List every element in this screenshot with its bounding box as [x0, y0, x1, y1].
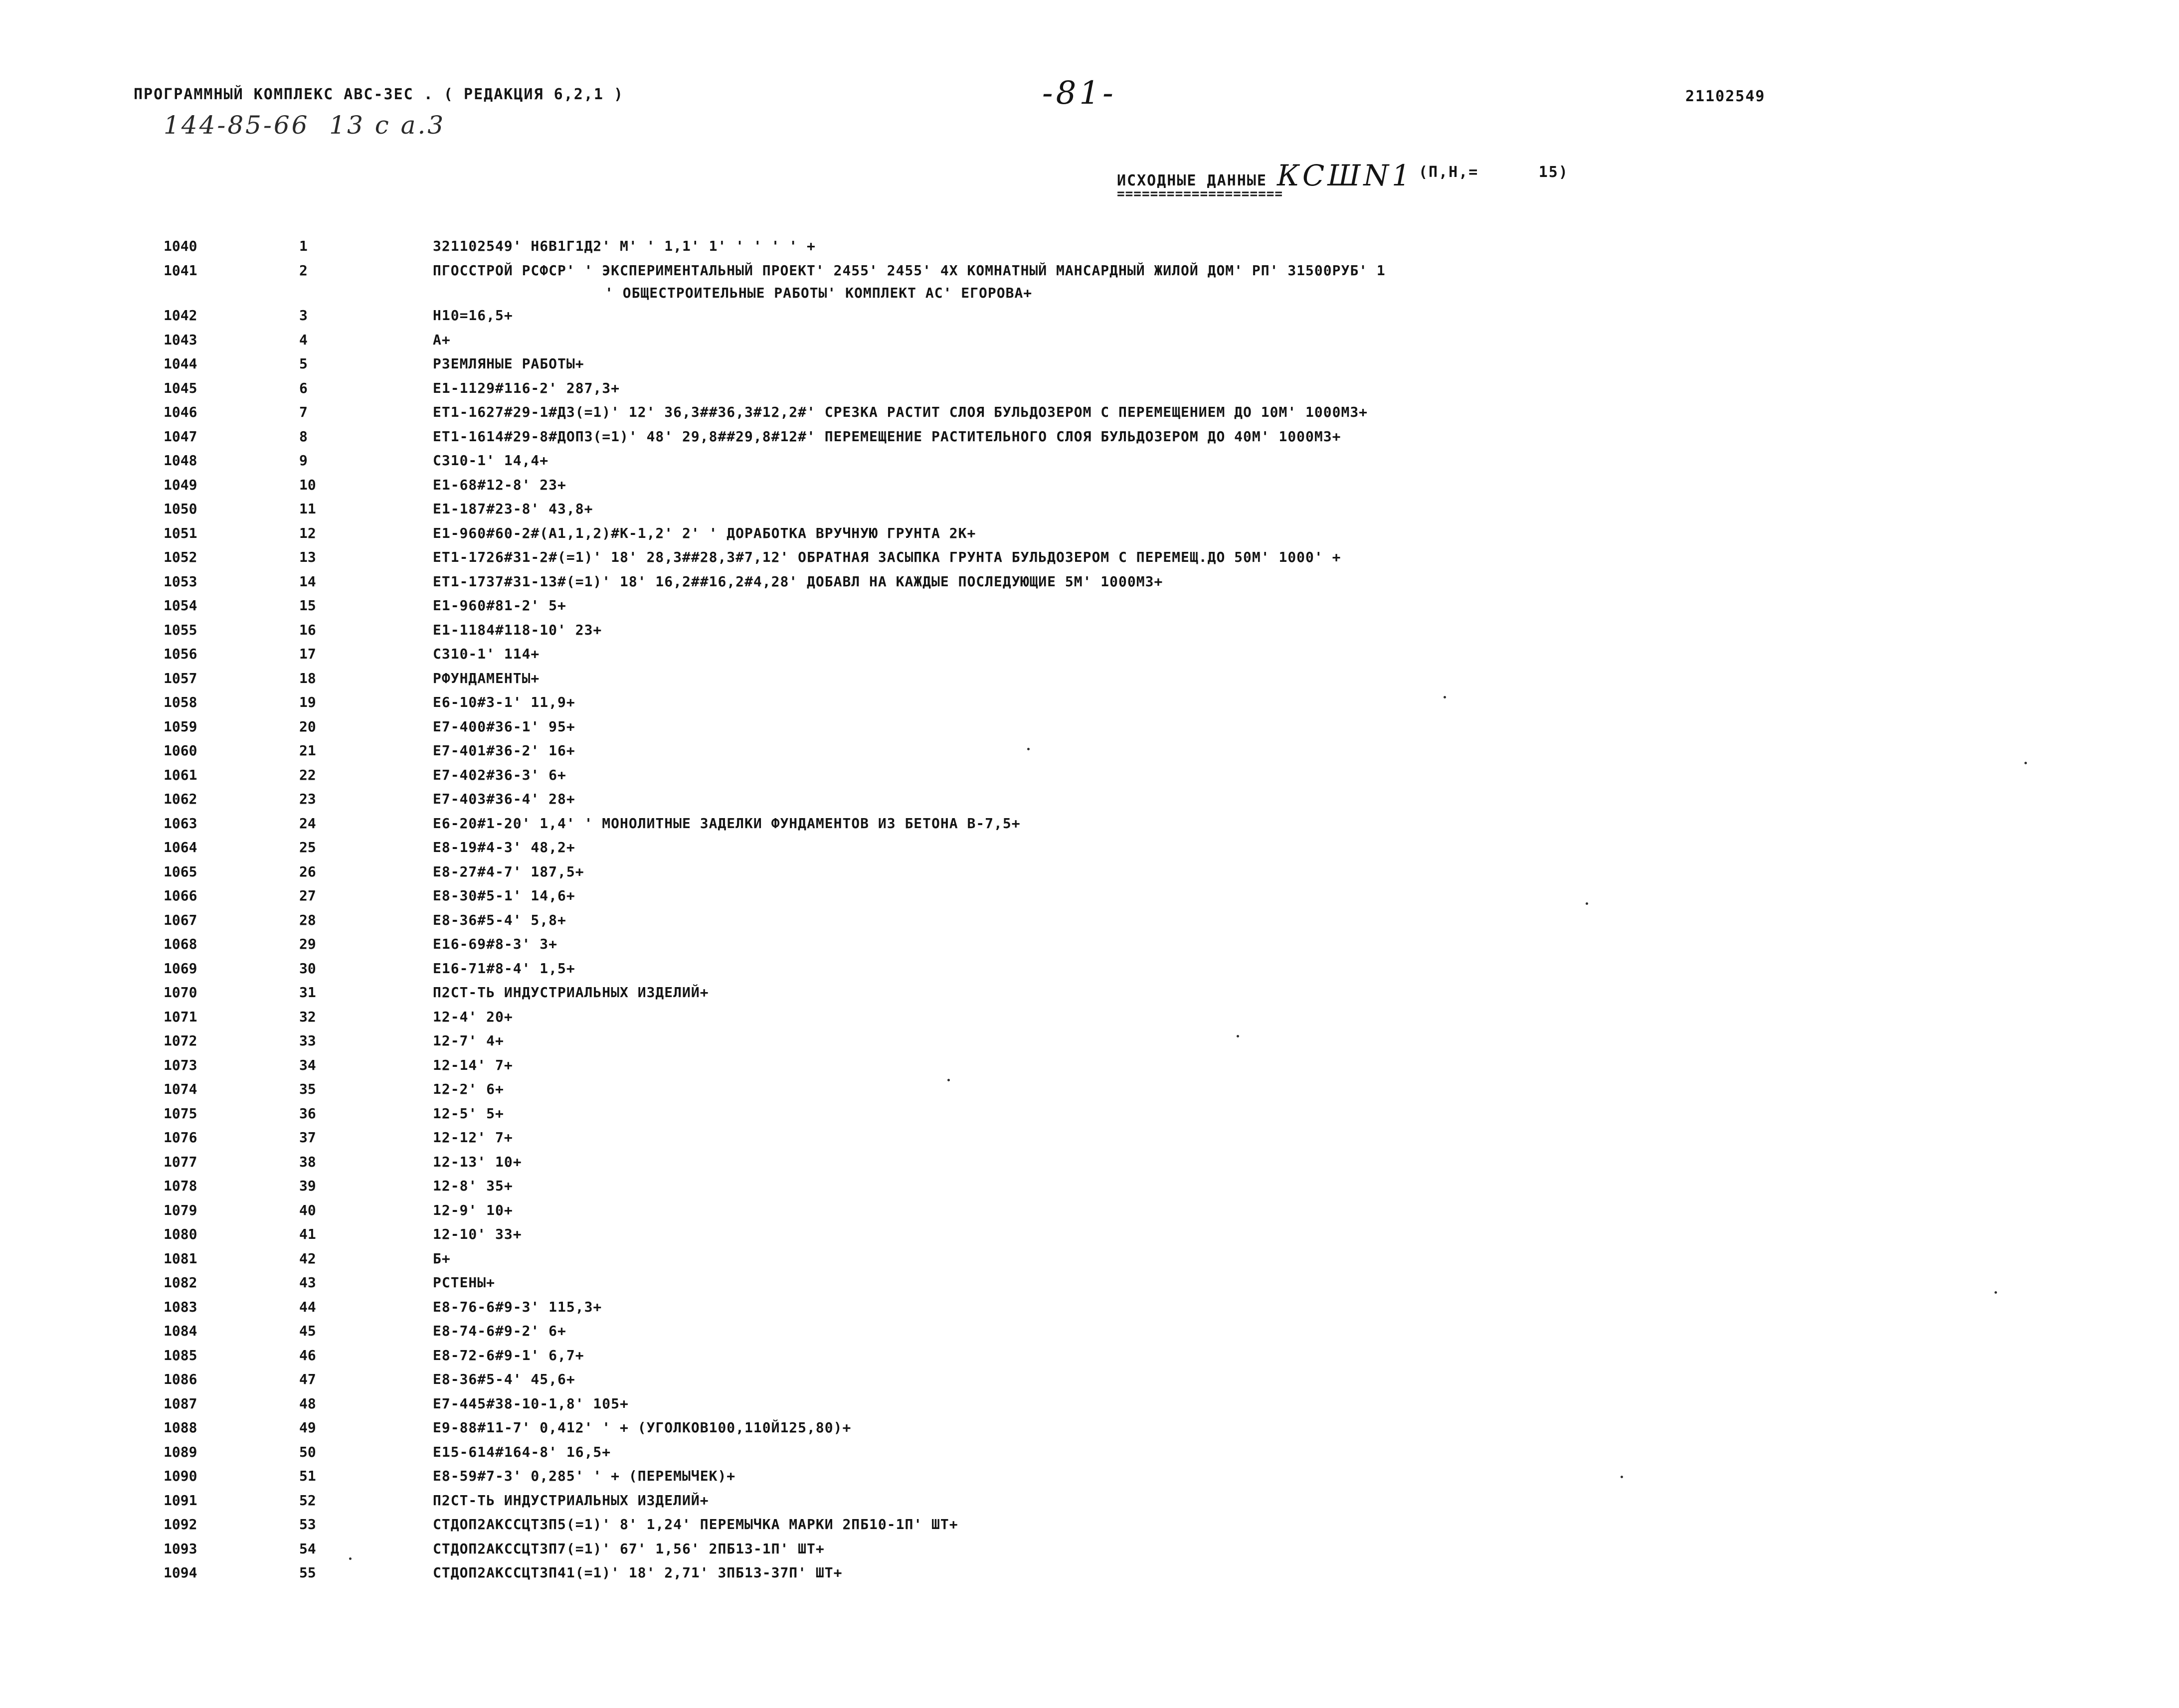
- line-text: А+: [433, 331, 451, 348]
- line-number: 36: [299, 1105, 316, 1122]
- line-number: 49: [299, 1419, 316, 1436]
- line-code: 1057: [164, 670, 197, 686]
- line-code: 1094: [164, 1564, 197, 1581]
- line-code: 1059: [164, 718, 197, 735]
- line-text: Е6-20#1-20' 1,4' ' МОНОЛИТНЫЕ ЗАДЕЛКИ ФУНДАМЕНТОВ ИЗ БЕТОНА В-7,5+: [433, 815, 1021, 832]
- line-text: Е16-71#8-4' 1,5+: [433, 960, 575, 977]
- line-number: 10: [299, 476, 316, 493]
- scan-speck: [1621, 1476, 1623, 1478]
- scan-speck: [349, 1557, 352, 1560]
- line-text: Е1-187#23-8' 43,8+: [433, 501, 593, 517]
- line-number: 39: [299, 1178, 316, 1194]
- line-text: С310-1' 114+: [433, 646, 540, 662]
- line-text: Е1-68#12-8' 23+: [433, 476, 566, 493]
- line-number: 2: [299, 262, 308, 279]
- line-text: Е8-36#5-4' 45,6+: [433, 1371, 575, 1387]
- line-text: П2СТ-ТЬ ИНДУСТРИАЛЬНЫХ ИЗДЕЛИЙ+: [433, 984, 709, 1001]
- line-text: ЕТ1-1726#31-2#(=1)' 18' 28,3##28,3#7,12' ОБРАТНАЯ ЗАСЫПКА ГРУНТА БУЛЬДОЗЕРОМ С ПЕРЕМЕЩ.ДО 50М' 1000' +: [433, 549, 1341, 565]
- line-text: РСТЕНЫ+: [433, 1274, 496, 1291]
- line-number: 52: [299, 1492, 316, 1509]
- line-number: 23: [299, 791, 316, 807]
- section-title-text: ИСХОДНЫЕ ДАННЫЕ: [1117, 172, 1277, 189]
- line-number: 7: [299, 404, 308, 420]
- line-code: 1075: [164, 1105, 197, 1122]
- line-code: 1085: [164, 1347, 197, 1364]
- line-text: Е8-36#5-4' 5,8+: [433, 911, 566, 928]
- line-text: Е8-30#5-1' 14,6+: [433, 887, 575, 904]
- line-code: 1074: [164, 1081, 197, 1097]
- line-number: 47: [299, 1371, 316, 1387]
- line-text: Е8-59#7-3' 0,285' ' + (ПЕРЕМЫЧЕК)+: [433, 1468, 736, 1484]
- line-text: ЕТ1-1614#29-8#ДОПЗ(=1)' 48' 29,8##29,8#12#' ПЕРЕМЕЩЕНИЕ РАСТИТЕЛЬНОГО СЛОЯ БУЛЬДОЗЕРОМ ДО 40М' 1000М3+: [433, 428, 1341, 445]
- line-number: 18: [299, 670, 316, 686]
- line-number: 28: [299, 911, 316, 928]
- line-code: 1062: [164, 791, 197, 807]
- line-text: 12-7' 4+: [433, 1032, 504, 1049]
- line-text: Е1-960#60-2#(А1,1,2)#К-1,2' 2' ' ДОРАБОТКА ВРУЧНУЮ ГРУНТА 2К+: [433, 524, 976, 541]
- line-text: СТДОП2АКССЦТ3П5(=1)' 8' 1,24' ПЕРЕМЫЧКА МАРКИ 2ПБ10-1П' ШТ+: [433, 1516, 958, 1533]
- line-code: 1041: [164, 262, 197, 279]
- line-text: Е8-76-6#9-3' 115,3+: [433, 1298, 602, 1315]
- line-number: 37: [299, 1129, 316, 1146]
- scan-speck: [1586, 902, 1588, 905]
- line-number: 43: [299, 1274, 316, 1291]
- line-number: 1: [299, 238, 308, 254]
- line-number: 34: [299, 1056, 316, 1073]
- line-number: 29: [299, 936, 316, 952]
- line-number: 11: [299, 501, 316, 517]
- line-number: 6: [299, 379, 308, 396]
- line-text: Е16-69#8-3' 3+: [433, 936, 558, 952]
- line-code: 1082: [164, 1274, 197, 1291]
- line-code: 1071: [164, 1008, 197, 1025]
- line-text: 12-12' 7+: [433, 1129, 513, 1146]
- line-text: ПГОССТРОЙ РСФСР' ' ЭКСПЕРИМЕНТАЛЬНЫЙ ПРОЕКТ' 2455' 2455' 4Х КОМНАТНЫЙ МАНСАРДНЫЙ ЖИЛОЙ ДОМ' РП' 31500РУБ' 1: [433, 262, 1386, 279]
- line-number: 22: [299, 766, 316, 783]
- line-text: ' ОБЩЕСТРОИТЕЛЬНЫЕ РАБОТЫ' КОМПЛЕКТ АС' ЕГОРОВА+: [605, 285, 1033, 301]
- line-text: РЗЕМЛЯНЫЕ РАБОТЫ+: [433, 355, 584, 372]
- line-text: 12-14' 7+: [433, 1056, 513, 1073]
- line-number: 25: [299, 839, 316, 855]
- line-number: 12: [299, 524, 316, 541]
- line-number: 50: [299, 1443, 316, 1460]
- line-code: 1073: [164, 1056, 197, 1073]
- line-code: 1054: [164, 597, 197, 614]
- line-text: РФУНДАМЕНТЫ+: [433, 670, 540, 686]
- line-code: 1087: [164, 1395, 197, 1412]
- line-number: 48: [299, 1395, 316, 1412]
- line-text: Е7-401#36-2' 16+: [433, 742, 575, 759]
- line-text: Е9-88#11-7' 0,412' ' + (УГОЛКОВ100,110Й125,80)+: [433, 1419, 852, 1436]
- line-code: 1081: [164, 1250, 197, 1267]
- line-number: 13: [299, 549, 316, 565]
- line-text: СТДОП2АКССЦТ3П7(=1)' 67' 1,56' 2ПБ13-1П' ШТ+: [433, 1540, 825, 1557]
- line-code: 1051: [164, 524, 197, 541]
- line-number: 3: [299, 307, 308, 324]
- line-text: 12-5' 5+: [433, 1105, 504, 1122]
- line-number: 19: [299, 694, 316, 710]
- line-text: Е1-1184#118-10' 23+: [433, 621, 602, 638]
- line-code: 1056: [164, 646, 197, 662]
- line-text: 12-8' 35+: [433, 1178, 513, 1194]
- line-number: 24: [299, 815, 316, 832]
- line-text: Е6-10#3-1' 11,9+: [433, 694, 575, 710]
- scan-speck: [2024, 762, 2027, 764]
- line-code: 1050: [164, 501, 197, 517]
- line-text: 321102549' Н6В1Г1Д2' М' ' 1,1' 1' ' ' ' ' +: [433, 238, 816, 254]
- line-number: 5: [299, 355, 308, 372]
- line-code: 1044: [164, 355, 197, 372]
- scan-speck: [1027, 748, 1030, 750]
- line-text: Е8-27#4-7' 187,5+: [433, 863, 584, 880]
- line-text: 12-2' 6+: [433, 1081, 504, 1097]
- line-code: 1066: [164, 887, 197, 904]
- line-number: 51: [299, 1468, 316, 1484]
- page-number-handwritten: -81-: [1042, 75, 1116, 112]
- line-text: Е7-400#36-1' 95+: [433, 718, 575, 735]
- line-number: 27: [299, 887, 316, 904]
- line-text: С310-1' 14,4+: [433, 452, 549, 469]
- scan-speck: [1237, 1035, 1239, 1037]
- line-text: 12-4' 20+: [433, 1008, 513, 1025]
- line-code: 1064: [164, 839, 197, 855]
- title-underline: ====================: [1117, 186, 1283, 201]
- line-number: 26: [299, 863, 316, 880]
- line-number: 15: [299, 597, 316, 614]
- line-code: 1070: [164, 984, 197, 1001]
- line-code: 1072: [164, 1032, 197, 1049]
- line-number: 20: [299, 718, 316, 735]
- line-text: Е7-445#38-10-1,8' 105+: [433, 1395, 629, 1412]
- line-code: 1089: [164, 1443, 197, 1460]
- line-code: 1040: [164, 238, 197, 254]
- line-code: 1060: [164, 742, 197, 759]
- line-code: 1078: [164, 1178, 197, 1194]
- line-code: 1065: [164, 863, 197, 880]
- line-number: 16: [299, 621, 316, 638]
- line-number: 53: [299, 1516, 316, 1533]
- line-number: 55: [299, 1564, 316, 1581]
- line-number: 38: [299, 1153, 316, 1170]
- line-text: ЕТ1-1627#29-1#ДЗ(=1)' 12' 36,3##36,3#12,2#' СРЕЗКА РАСТИТ СЛОЯ БУЛЬДОЗЕРОМ С ПЕРЕМЕЩЕНИЕМ ДО 10М' 1000М3+: [433, 404, 1368, 420]
- line-text: Б+: [433, 1250, 451, 1267]
- line-code: 1042: [164, 307, 197, 324]
- line-number: 32: [299, 1008, 316, 1025]
- line-text: СТДОП2АКССЦТ3П41(=1)' 18' 2,71' 3ПБ13-37П' ШТ+: [433, 1564, 843, 1581]
- line-number: 35: [299, 1081, 316, 1097]
- line-number: 42: [299, 1250, 316, 1267]
- line-code: 1084: [164, 1323, 197, 1339]
- line-number: 8: [299, 428, 308, 445]
- line-text: Е7-403#36-4' 28+: [433, 791, 575, 807]
- line-code: 1069: [164, 960, 197, 977]
- scan-speck: [1995, 1291, 1997, 1294]
- line-text: Н10=16,5+: [433, 307, 513, 324]
- line-code: 1045: [164, 379, 197, 396]
- line-code: 1086: [164, 1371, 197, 1387]
- line-number: 31: [299, 984, 316, 1001]
- line-code: 1049: [164, 476, 197, 493]
- scan-speck: [1444, 696, 1446, 698]
- line-text: ЕТ1-1737#31-13#(=1)' 18' 16,2##16,2#4,28' ДОБАВЛ НА КАЖДЫЕ ПОСЛЕДУЮЩИЕ 5М' 1000М3+: [433, 573, 1163, 590]
- line-code: 1068: [164, 936, 197, 952]
- line-code: 1067: [164, 911, 197, 928]
- line-number: 54: [299, 1540, 316, 1557]
- line-code: 1043: [164, 331, 197, 348]
- job-number: 21102549: [1685, 88, 1766, 105]
- line-code: 1090: [164, 1468, 197, 1484]
- line-number: 9: [299, 452, 308, 469]
- line-number: 17: [299, 646, 316, 662]
- line-code: 1061: [164, 766, 197, 783]
- line-text: Е1-960#81-2' 5+: [433, 597, 566, 614]
- line-code: 1058: [164, 694, 197, 710]
- line-code: 1077: [164, 1153, 197, 1170]
- line-code: 1083: [164, 1298, 197, 1315]
- line-text: Е7-402#36-3' 6+: [433, 766, 566, 783]
- line-text: Е8-74-6#9-2' 6+: [433, 1323, 566, 1339]
- line-text: Е8-19#4-3' 48,2+: [433, 839, 575, 855]
- line-text: Е1-1129#116-2' 287,3+: [433, 379, 620, 396]
- program-header: ПРОГРАММНЫЙ КОМПЛЕКС АВС-ЗЕС . ( РЕДАКЦИЯ 6,2,1 ): [134, 86, 624, 103]
- line-code: 1091: [164, 1492, 197, 1509]
- line-number: 33: [299, 1032, 316, 1049]
- line-code: 1052: [164, 549, 197, 565]
- line-code: 1079: [164, 1201, 197, 1218]
- line-code: 1063: [164, 815, 197, 832]
- line-code: 1076: [164, 1129, 197, 1146]
- line-number: 41: [299, 1226, 316, 1242]
- line-code: 1046: [164, 404, 197, 420]
- line-number: 40: [299, 1201, 316, 1218]
- line-number: 14: [299, 573, 316, 590]
- line-text: Е8-72-6#9-1' 6,7+: [433, 1347, 584, 1364]
- line-code: 1047: [164, 428, 197, 445]
- line-code: 1093: [164, 1540, 197, 1557]
- scan-speck: [947, 1079, 950, 1081]
- line-code: 1088: [164, 1419, 197, 1436]
- line-number: 44: [299, 1298, 316, 1315]
- line-text: П2СТ-ТЬ ИНДУСТРИАЛЬНЫХ ИЗДЕЛИЙ+: [433, 1492, 709, 1509]
- line-code: 1053: [164, 573, 197, 590]
- line-number: 21: [299, 742, 316, 759]
- line-number: 46: [299, 1347, 316, 1364]
- line-code: 1048: [164, 452, 197, 469]
- line-code: 1092: [164, 1516, 197, 1533]
- line-code: 1080: [164, 1226, 197, 1242]
- section-title-handwritten: КСШN1: [1276, 159, 1414, 192]
- line-text: 12-10' 33+: [433, 1226, 522, 1242]
- line-code: 1055: [164, 621, 197, 638]
- handwritten-reference: 144-85-66 13 с а.3: [164, 111, 446, 140]
- section-meta: (П,Н,= 15): [1419, 164, 1569, 181]
- line-number: 45: [299, 1323, 316, 1339]
- line-number: 30: [299, 960, 316, 977]
- line-text: 12-9' 10+: [433, 1201, 513, 1218]
- line-number: 4: [299, 331, 308, 348]
- line-text: Е15-614#164-8' 16,5+: [433, 1443, 611, 1460]
- line-text: 12-13' 10+: [433, 1153, 522, 1170]
